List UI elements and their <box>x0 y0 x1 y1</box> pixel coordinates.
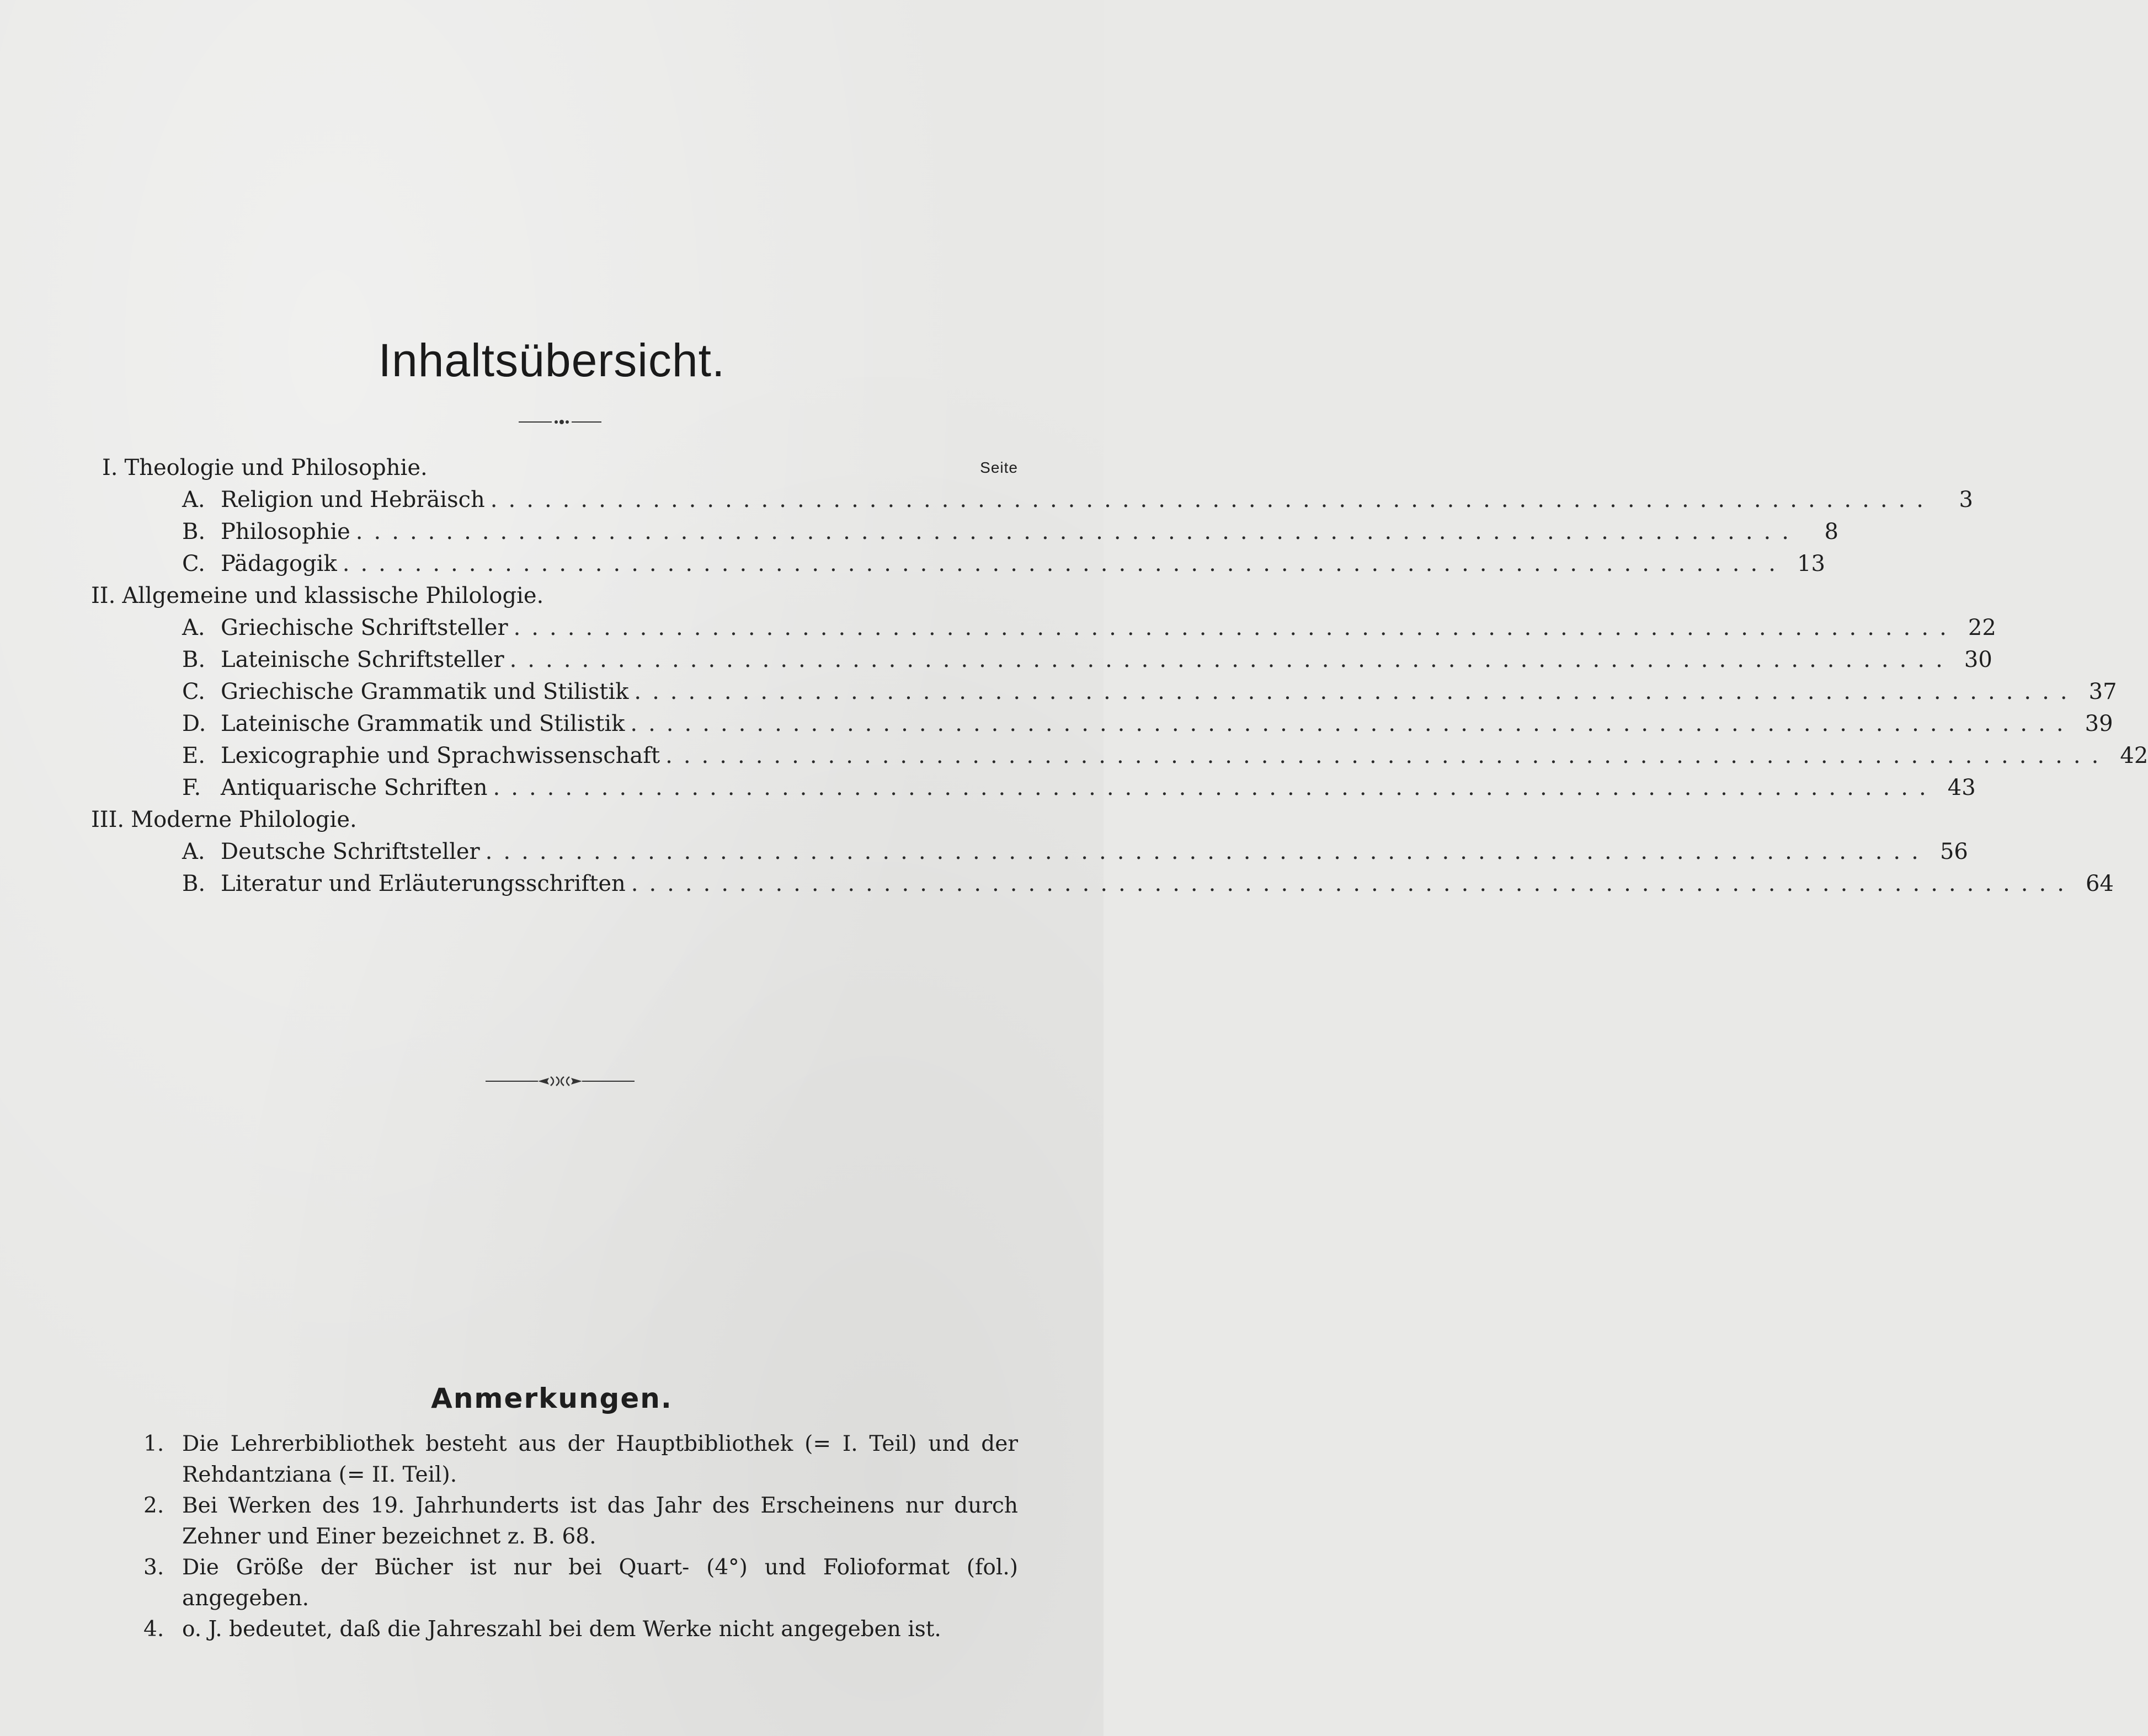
toc-entry[interactable] <box>182 740 2148 771</box>
entry-page-number: 39 <box>2085 711 2113 736</box>
entry-title: Antiquarische Schriften <box>221 775 488 800</box>
entry-title: Philosophie <box>221 519 350 544</box>
note-item <box>143 1429 1018 1491</box>
entry-letter: C. <box>182 679 205 704</box>
entry-page-number: 42 <box>2120 743 2148 768</box>
notes-list <box>143 1429 1018 1645</box>
entry-page-number: 37 <box>2088 679 2117 704</box>
entry-title: Pädagogik <box>221 551 337 576</box>
note-text: Bei Werken des 19. Jahrhunderts ist das Jahr des Erscheinens nur durch Zehner und Einer bezeichnet z. B. 68. <box>182 1493 1018 1549</box>
entry-title: Griechische Grammatik und Stilistik <box>221 679 629 704</box>
notes-heading: Anmerkungen. <box>431 1382 673 1414</box>
dot-leader: ................................................................................ <box>630 711 2075 736</box>
toc-entry[interactable] <box>182 612 1996 643</box>
entry-letter: C. <box>182 551 205 576</box>
entry-title: Lexicographie und Sprachwissenschaft <box>221 743 660 768</box>
dot-leader: ................................................................................ <box>665 743 2110 768</box>
toc-entry[interactable] <box>182 516 1838 547</box>
dot-leader: ................................................................................ <box>509 647 1954 672</box>
toc-section-heading <box>91 580 543 611</box>
toc-entry[interactable] <box>182 868 2114 899</box>
entry-title: Lateinische Schriftsteller <box>221 647 504 672</box>
entry-letter: D. <box>182 711 206 736</box>
dot-leader: ................................................................................ <box>490 487 1934 512</box>
toc-entry[interactable] <box>182 836 1968 867</box>
entry-letter: B. <box>182 519 206 544</box>
entry-page-number: 8 <box>1824 519 1838 544</box>
note-text: o. J. bedeutet, daß die Jahreszahl bei dem Werke nicht angegeben ist. <box>182 1617 941 1642</box>
entry-letter: A. <box>182 487 205 512</box>
toc-entry[interactable] <box>182 676 2117 707</box>
toc-entry[interactable] <box>182 484 1973 515</box>
entry-letter: A. <box>182 615 205 640</box>
toc-entry[interactable] <box>182 772 1976 803</box>
entry-page-number: 22 <box>1968 615 1996 640</box>
dot-leader: ................................................................................ <box>485 839 1930 864</box>
note-text: Die Größe der Bücher ist nur bei Quart- (4°) und Folioformat (fol.) angegeben. <box>182 1555 1018 1611</box>
toc-entry[interactable] <box>182 644 1992 675</box>
toc-entry[interactable] <box>182 548 1825 579</box>
entry-page-number: 56 <box>1939 839 1968 864</box>
note-number: 4. <box>143 1617 164 1642</box>
entry-page-number: 30 <box>1964 647 1992 672</box>
section-number: I. <box>102 455 118 480</box>
section-title: Allgemeine und klassische Philologie. <box>122 583 544 608</box>
section-number: II. <box>91 583 116 608</box>
entry-page-number: 3 <box>1959 487 1973 512</box>
section-number: III. <box>91 807 125 832</box>
section-title: Moderne Philologie. <box>131 807 357 832</box>
entry-page-number: 64 <box>2086 871 2114 896</box>
entry-title: Religion und Hebräisch <box>221 487 485 512</box>
entry-page-number: 43 <box>1947 775 1976 800</box>
note-number: 1. <box>143 1431 164 1456</box>
note-number: 3. <box>143 1555 164 1580</box>
dot-leader: ................................................................................ <box>493 775 1937 800</box>
toc-entry[interactable] <box>182 708 2113 739</box>
entry-page-number: 13 <box>1797 551 1825 576</box>
note-item <box>143 1491 1018 1552</box>
toc-section-heading <box>102 452 428 483</box>
entry-letter: B. <box>182 871 206 896</box>
entry-letter: B. <box>182 647 206 672</box>
page-title: Inhaltsübersicht. <box>378 334 726 386</box>
section-title: Theologie und Philosophie. <box>124 455 428 480</box>
entry-title: Deutsche Schriftsteller <box>221 839 480 864</box>
entry-letter: F. <box>182 775 201 800</box>
section-divider-ornament <box>486 1070 635 1092</box>
note-item <box>143 1552 1018 1614</box>
entry-title: Griechische Schriftsteller <box>221 615 508 640</box>
seite-label: Seite <box>980 459 1018 476</box>
toc-section-heading <box>91 804 357 835</box>
dot-leader: ................................................................................ <box>634 679 2078 704</box>
dot-leader: ................................................................................ <box>342 551 1787 576</box>
title-ornament <box>519 414 601 430</box>
entry-title: Lateinische Grammatik und Stilistik <box>221 711 625 736</box>
dot-leader: ................................................................................ <box>513 615 1958 640</box>
note-number: 2. <box>143 1493 164 1518</box>
note-text: Die Lehrerbibliothek besteht aus der Hauptbibliothek (= I. Teil) und der Rehdantziana (= II. Teil). <box>182 1431 1018 1487</box>
entry-letter: A. <box>182 839 205 864</box>
note-item <box>143 1614 1018 1645</box>
dot-leader: ................................................................................ <box>631 871 2075 896</box>
entry-title: Literatur und Erläuterungsschriften <box>221 871 626 896</box>
dot-leader: ................................................................................ <box>355 519 1800 544</box>
entry-letter: E. <box>182 743 205 768</box>
